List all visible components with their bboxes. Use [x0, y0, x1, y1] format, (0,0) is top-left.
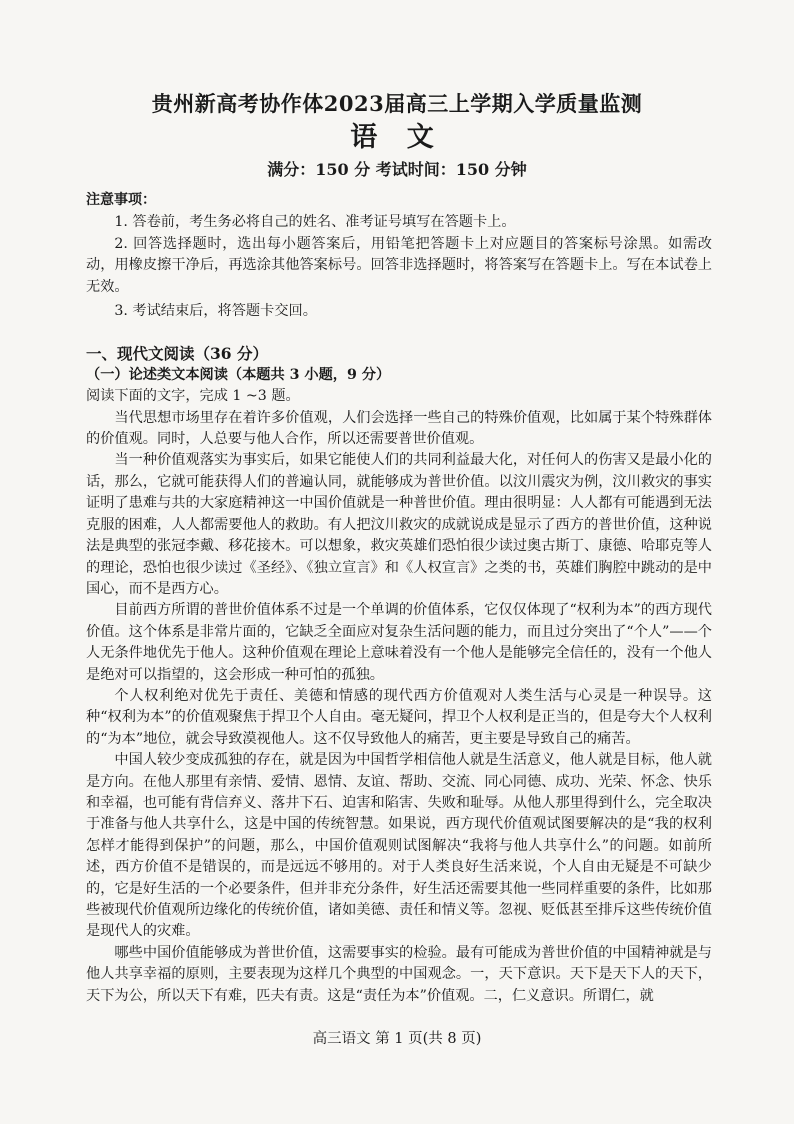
note-item: 2. 回答选择题时，选出每小题答案后，用铅笔把答题卡上对应题目的答案标号涂黑。如需改动，用橡皮擦干净后，再选涂其他答案标号。回答非选择题时，将答案写在答题卡上。写在本试卷上无效。 — [86, 235, 712, 295]
note-item: 1. 答卷前，考生务必将自己的姓名、准考证号填写在答题卡上。 — [114, 214, 516, 231]
note-item: 3. 考试结束后，将答题卡交回。 — [114, 303, 317, 320]
article-paragraph: 个人权利绝对优先于责任、美德和情感的现代西方价值观对人类生活与心灵是一种误导。这种“权利为本”的价值观聚焦于捍卫个人自由。毫无疑问，捍卫个人权利是正当的，但是夸大个人权利的“为本”地位，就会导致漠视他人。这不仅导致他人的痛苦，更主要是导致自己的痛苦。 — [86, 687, 712, 747]
reading-instruction: 阅读下面的文字，完成 1 ~3 题。 — [86, 388, 300, 405]
subsection-heading: （一）论述类文本阅读（本题共 3 小题，9 分） — [86, 366, 391, 383]
article-paragraph: 当一种价值观落实为事实后，如果它能使人们的共同利益最大化，对任何人的伤害又是最小化的话，那么，它就可能获得人们的普遍认同，就能够成为普世价值。以汶川震灾为例，汶川救灾的事实证明了患难与共的大家庭精神这一中国价值就是一种普世价值。理由很明显：人人都有可能遇到无法克服的困难，人人都需要他人的救助。有人把汶川救灾的成就说成是显示了西方的普世价值，这种说法是典型的张冠李戴、移花接木。可以想象，救灾英雄们恐怕很少读过奥古斯丁、康德、哈耶克等人的理论，恐怕也很少读过《圣经》、《独立宣言》和《人权宣言》之类的书，英雄们胸腔中跳动的是中国心，而不是西方心。 — [86, 452, 712, 597]
exam-meta: 满分：150 分 考试时间：150 分钟 — [267, 160, 527, 179]
article-paragraph: 中国人较少变成孤独的存在，就是因为中国哲学相信他人就是生活意义，他人就是目标，他人就是方向。在他人那里有亲情、爱情、恩情、友谊、帮助、交流、同心同德、成功、光荣、怀念、快乐和幸福，也可能有背信弃义、落井下石、迫害和陷害、失败和耻辱。从他人那里得到什么，完全取决于准备与他人共享什么，这是中国的传统智慧。如果说，西方现代价值观试图要解决的是“我的权利怎样才能得到保护”的问题，那么，中国价值观则试图解决“我将与他人共享什么”的问题。如前所述，西方价值不是错误的，而是远远不够用的。对于人类良好生活来说，个人自由无疑是不可缺少的，它是好生活的一个必要条件，但并非充分条件，好生活还需要其他一些同样重要的条件，比如那些被现代价值观所边缘化的传统价值，诸如美德、责任和情义等。忽视、贬低甚至排斥这些传统价值是现代人的灾难。 — [86, 752, 712, 940]
article-paragraph: 目前西方所谓的普世价值体系不过是一个单调的价值体系，它仅仅体现了“权利为本”的西方现代价值。这个体系是非常片面的，它缺乏全面应对复杂生活问题的能力，而且过分突出了“个人”——个人无条件地优先于他人。这种价值观在理论上意味着没有一个他人是能够完全信任的，没有一个他人是绝对可以指望的，这会形成一种可怕的孤独。 — [86, 602, 712, 683]
section-heading: 一、现代文阅读（36 分） — [86, 344, 268, 364]
exam-title: 贵州新高考协作体2023届高三上学期入学质量监测 — [151, 91, 643, 116]
article-paragraph: 当代思想市场里存在着许多价值观，人们会选择一些自己的特殊价值观，比如属于某个特殊群体的价值观。同时，人总要与他人合作，所以还需要普世价值观。 — [86, 409, 712, 448]
article-paragraph: 哪些中国价值能够成为普世价值，这需要事实的检验。最有可能成为普世价值的中国精神就是与他人共享幸福的原则，主要表现为这样几个典型的中国观念。一，天下意识。天下是天下人的天下，天下为公，所以天下有难，匹夫有责。这是“责任为本”价值观。二，仁义意识。所谓仁，就 — [86, 944, 712, 1004]
notes-title: 注意事项： — [86, 192, 156, 208]
exam-body — [86, 190, 712, 1007]
subject-title: 语 文 — [350, 122, 444, 153]
page-footer: 高三语文 第 1 页(共 8 页) — [312, 1031, 482, 1047]
